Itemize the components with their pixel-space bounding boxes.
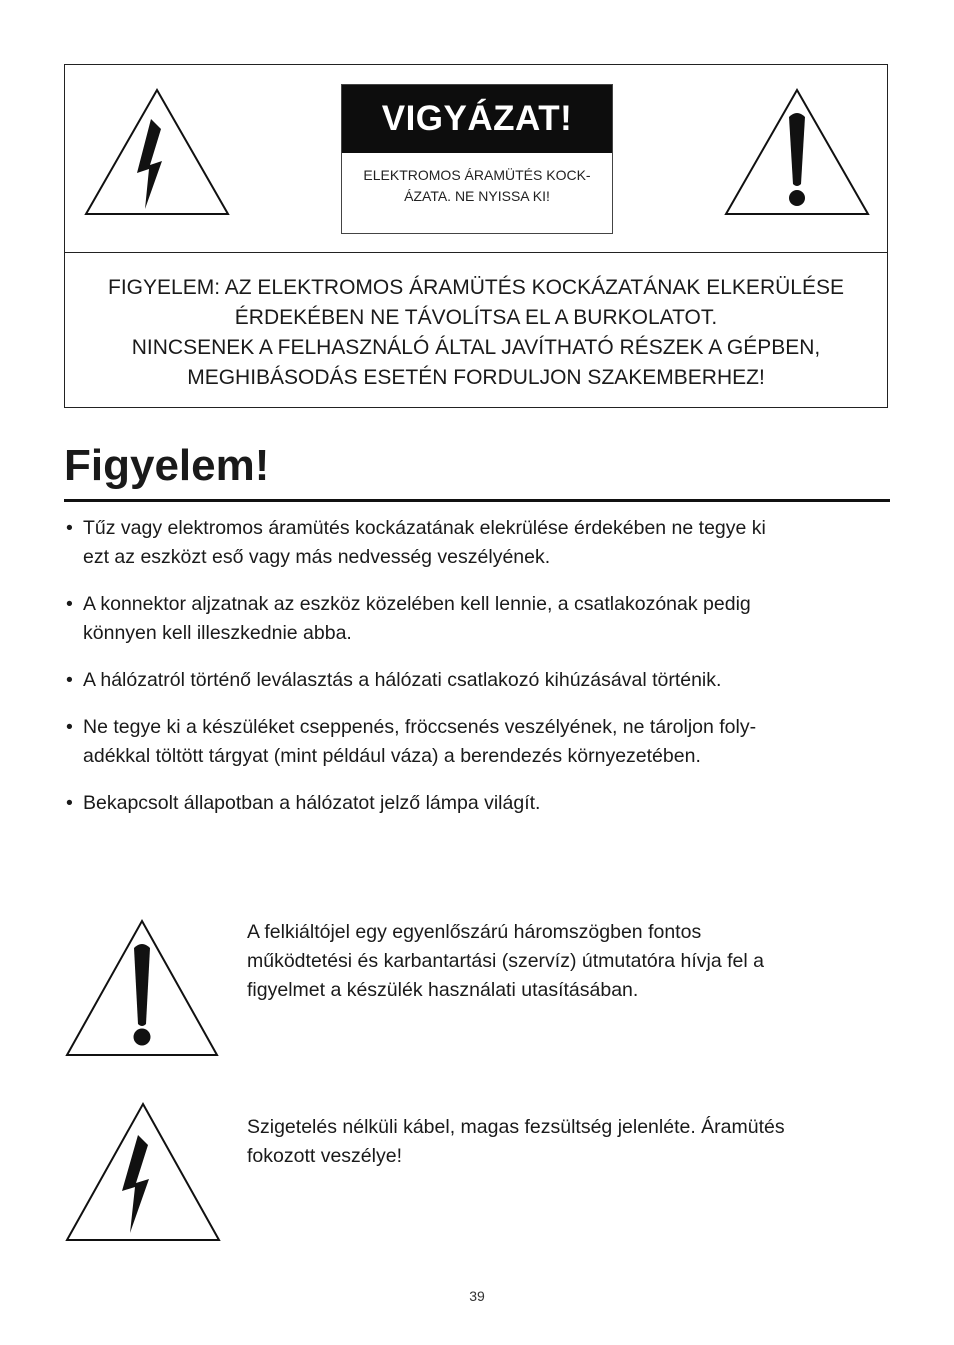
caution-title: VIGYÁZAT! [342, 85, 612, 153]
caution-warning-text [65, 273, 887, 393]
list-item-line: adékkal töltött tárgyat (mint például váza) a berendezés környezetében. [83, 745, 701, 767]
symbol-lightning-description [247, 1113, 785, 1171]
list-item [66, 789, 886, 818]
page-number: 39 [469, 1288, 485, 1304]
warning-line: FIGYELEM: AZ ELEKTROMOS ÁRAMÜTÉS KOCKÁZATÁNAK ELKERÜLÉSE [108, 276, 844, 299]
bullet-list [66, 514, 886, 836]
exclamation-warning-icon [64, 918, 220, 1058]
bullet-dot: • [66, 593, 73, 615]
list-item [66, 666, 886, 695]
symbol-exclamation-description [247, 918, 764, 1005]
description-line: Szigetelés nélküli kábel, magas fezsültség jelenléte. Áramütés [247, 1116, 785, 1138]
symbol-lightning-row [64, 1101, 890, 1243]
bullet-dot: • [66, 669, 73, 691]
description-line: működtetési és karbantartási (szervíz) útmutatóra hívja fel a [247, 950, 764, 972]
caution-label [341, 84, 613, 234]
bullet-dot: • [66, 716, 73, 738]
caution-subtitle-line: ELEKTROMOS ÁRAMÜTÉS KOCK- [363, 167, 591, 183]
caution-subtitle-line: ÁZATA. NE NYISSA KI! [404, 188, 550, 204]
list-item [66, 590, 886, 648]
list-item [66, 514, 886, 572]
caution-box-top [65, 65, 887, 253]
heading-rule [64, 499, 890, 502]
description-line: fokozott veszélye! [247, 1145, 402, 1167]
description-line: figyelmet a készülék használati utasításában. [247, 979, 639, 1001]
warning-line: NINCSENEK A FELHASZNÁLÓ ÁLTAL JAVÍTHATÓ RÉSZEK A GÉPBEN, [131, 336, 821, 359]
warning-line: ÉRDEKÉBEN NE TÁVOLÍTSA EL A BURKOLATOT. [234, 306, 718, 329]
caution-box [64, 64, 888, 408]
lightning-warning-icon [83, 87, 231, 217]
symbol-exclamation-row [64, 918, 890, 1058]
list-item-line: Tűz vagy elektromos áramütés kockázatának elekrülése érdekében ne tegye ki [83, 517, 766, 539]
caution-subtitle [342, 153, 612, 207]
list-item-line: A hálózatról történő leválasztás a hálózati csatlakozó kihúzásával történik. [83, 669, 722, 691]
list-item-line: Ne tegye ki a készüléket cseppenés, fröccsenés veszélyének, ne tároljon foly- [83, 716, 757, 738]
description-line: A felkiáltójel egy egyenlőszárú háromszögben fontos [247, 921, 702, 943]
page-heading: Figyelem! [64, 441, 270, 490]
bullet-dot: • [66, 517, 73, 539]
list-item-line: Bekapcsolt állapotban a hálózatot jelző lámpa világít. [83, 792, 541, 814]
warning-line: MEGHIBÁSODÁS ESETÉN FORDULJON SZAKEMBERHEZ! [187, 366, 765, 389]
lightning-warning-icon [64, 1101, 222, 1243]
list-item-line: A konnektor aljzatnak az eszköz közelében kell lennie, a csatlakozónak pedig [83, 593, 751, 615]
list-item-line: könnyen kell illeszkednie abba. [83, 622, 352, 644]
list-item-line: ezt az eszközt eső vagy más nedvesség veszélyének. [83, 546, 551, 568]
list-item [66, 713, 886, 771]
exclamation-warning-icon [723, 87, 871, 217]
bullet-dot: • [66, 792, 73, 814]
